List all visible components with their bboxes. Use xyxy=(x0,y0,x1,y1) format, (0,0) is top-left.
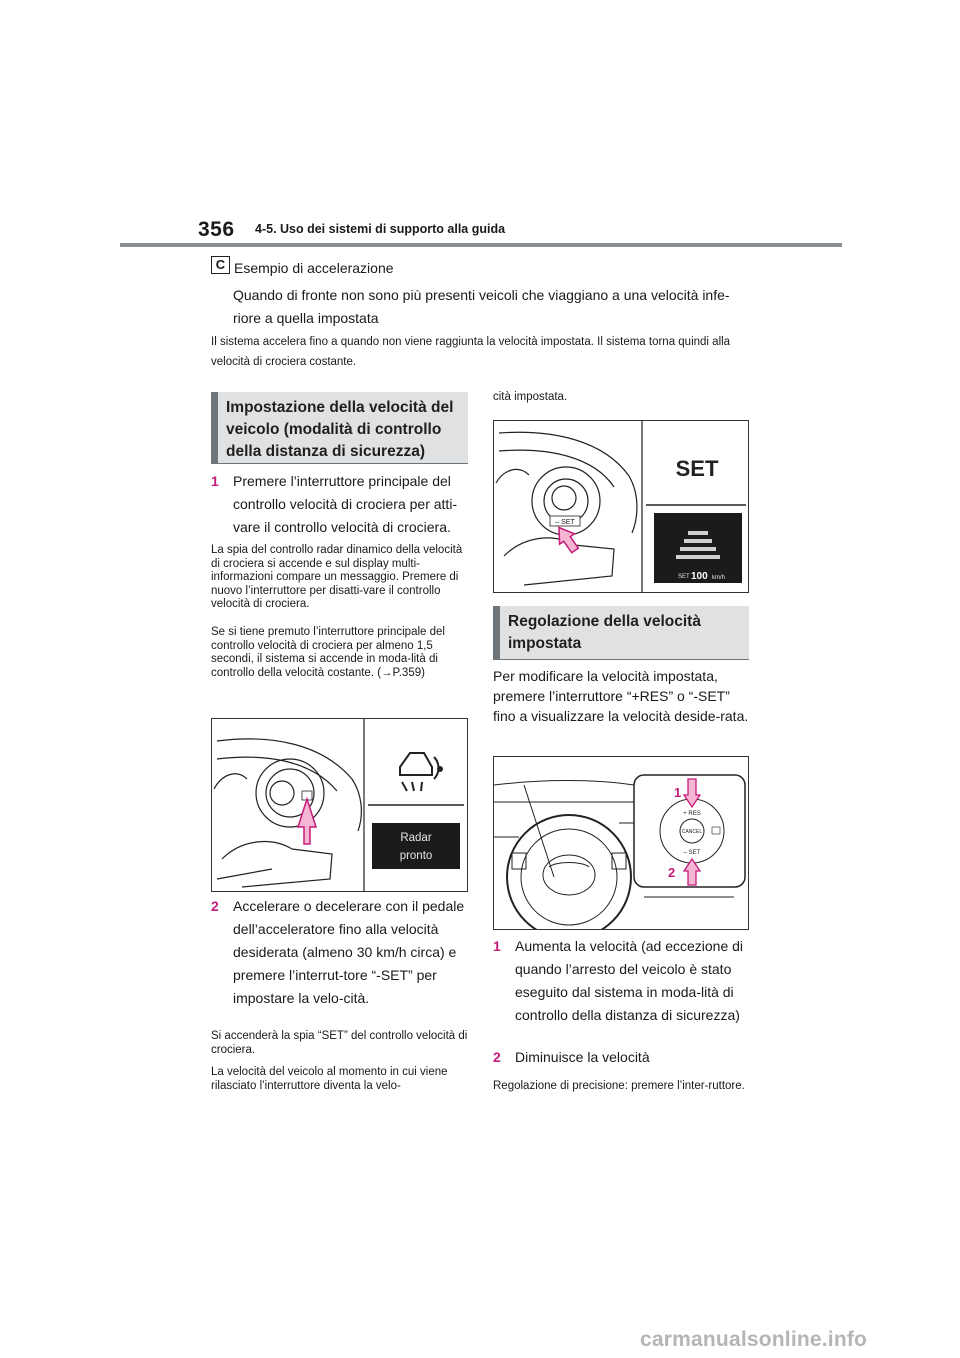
note-fine-adjustment: Regolazione di precisione: premere l’inter-ruttore. xyxy=(493,1080,745,1092)
display-line-1: Radar xyxy=(400,832,432,844)
step-text: Premere l’interruttore principale del controllo velocità di crociera per atti-vare il controllo velocità di crociera. xyxy=(233,473,458,535)
cancel-switch-label: CANCEL xyxy=(681,829,703,835)
step-number: 1 xyxy=(493,938,501,954)
example-note: Il sistema accelera fino a quando non viene raggiunta la velocità impostata. Il sistema torna quindi alla velocità di crociera costante. xyxy=(211,336,731,368)
switch-set-label: – SET xyxy=(555,519,575,526)
section-title: 4-5. Uso dei sistemi di supporto alla guida xyxy=(255,222,506,236)
header-rule xyxy=(120,243,842,247)
step-text: Diminuisce la velocità xyxy=(515,1049,650,1065)
step-number: 1 xyxy=(211,473,219,489)
step-number: 2 xyxy=(211,898,219,914)
radar-ready-display xyxy=(372,823,460,869)
display-line-2: pronto xyxy=(399,850,433,862)
callout-2: 2 xyxy=(668,865,676,880)
section-heading-adjust-speed: Regolazione della velocità impostata xyxy=(493,606,749,660)
svg-text:SET: SET xyxy=(678,574,690,580)
note-indicator: La spia del controllo radar dinamico della velocità di crociera si accende e sul display multi-informazioni compare un messaggio. Premere di nuovo l’interruttore per disatti-vare il controllo velocità di crociera. xyxy=(211,544,463,610)
step-2-decrease xyxy=(493,1046,753,1069)
step-1-main-switch xyxy=(211,470,469,539)
watermark: carmanualsonline.info xyxy=(640,1328,868,1351)
example-title: Esempio di accelerazione xyxy=(234,260,394,276)
section-heading-set-speed: Impostazione della velocità del veicolo (modalità di controllo della distanza di sicurezza) xyxy=(211,392,468,464)
step-number: 2 xyxy=(493,1049,501,1065)
speed-unit: km/h xyxy=(712,575,726,581)
figure-set-switch xyxy=(493,420,749,593)
example-marker: C xyxy=(211,256,230,274)
note-set-indicator: Si accenderà la spia “SET” del controllo velocità di crociera. xyxy=(211,1030,468,1056)
set-switch-illustration xyxy=(494,421,749,593)
page-number: 356 xyxy=(198,218,235,241)
dashboard-illustration xyxy=(494,757,749,930)
note-release-speed: La velocità del veicolo al momento in cui viene rilasciato l’interruttore diventa la velo- xyxy=(211,1066,448,1092)
step-text: Accelerare o decelerare con il pedale dell’acceleratore fino alla velocità desiderata (almeno 30 km/h circa) e premere l’interrut-tore “-SET” per impostare la velo-cità. xyxy=(233,898,465,1006)
press-arrow-icon xyxy=(298,799,316,844)
figure-res-set-switch xyxy=(493,756,749,930)
step-text: Aumenta la velocità (ad eccezione di quando l’arresto del veicolo è stato eseguito dal sistema in moda-lità di controllo della distanza di sicurezza) xyxy=(515,938,744,1023)
set-display-label: SET xyxy=(675,456,719,481)
step-2-set-speed xyxy=(211,895,469,1010)
speed-value: 100 xyxy=(691,571,708,582)
set-switch-label: – SET xyxy=(683,850,701,856)
adjust-speed-paragraph: Per modificare la velocità impostata, premere l’interruttore “+RES” o “-SET” fino a visualizzare la velocità deside-rata. xyxy=(493,668,749,724)
steering-switch-illustration xyxy=(212,719,468,892)
note-release-speed-continued: cità impostata. xyxy=(493,391,568,403)
res-switch-label: + RES xyxy=(683,811,701,817)
callout-1: 1 xyxy=(674,785,682,800)
step-1-increase xyxy=(493,935,753,1027)
note-hold-switch: Se si tiene premuto l’interruttore principale del controllo velocità di crociera per almeno 1,5 secondi, il sistema si accende in moda-lità di controllo della velocità costante. (→P.359) xyxy=(211,626,445,679)
figure-main-switch xyxy=(211,718,468,892)
example-description: Quando di fronte non sono più presenti veicoli che viaggiano a una velocità infe-riore a quella impostata xyxy=(233,287,730,326)
radar-cruise-icon xyxy=(400,753,442,791)
